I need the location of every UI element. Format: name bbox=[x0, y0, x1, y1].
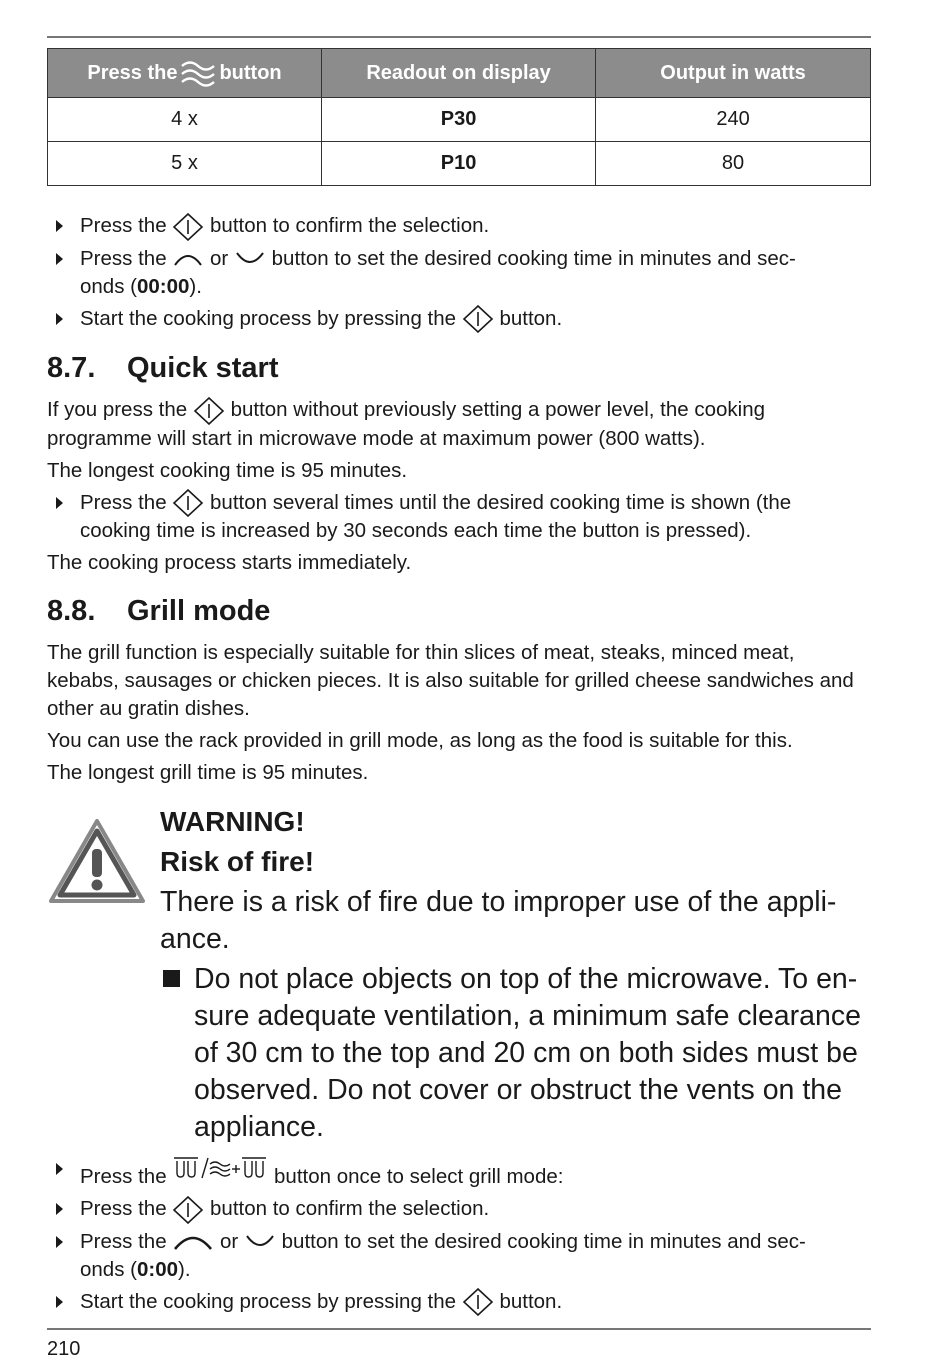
grill-combo-icon bbox=[172, 1155, 268, 1185]
paragraph: The longest grill time is 95 minutes. bbox=[47, 761, 369, 784]
bottom-rule bbox=[47, 1328, 871, 1330]
paragraph: If you press the button without previously setting a power level, the cooking programme will start in microwave mode at maximum power (800 watts). bbox=[47, 398, 766, 450]
microwave-wave-icon bbox=[180, 58, 216, 88]
section-heading-grill-mode: 8.8. Grill mode bbox=[47, 595, 271, 627]
warning-title: WARNING! bbox=[160, 806, 305, 837]
steps-power bbox=[47, 212, 877, 333]
page-number: 210 bbox=[47, 1338, 81, 1360]
table-row bbox=[48, 142, 871, 186]
cell-readout: P10 bbox=[322, 142, 596, 186]
start-button-icon bbox=[172, 1196, 204, 1224]
step-item: Press the button to confirm the selection. bbox=[47, 1195, 877, 1224]
paragraph: You can use the rack provided in grill mode, as long as the food is suitable for this. bbox=[47, 729, 793, 752]
step-item: Start the cooking process by pressing the button. bbox=[47, 305, 877, 334]
table-row bbox=[48, 98, 871, 142]
header-output: Output in watts bbox=[596, 49, 871, 98]
paragraph: The cooking process starts immediately. bbox=[47, 551, 412, 575]
start-button-icon bbox=[172, 213, 204, 241]
down-arrow-icon bbox=[244, 1232, 276, 1252]
paragraph: The grill function is especially suitable for thin slices of meat, steaks, minced meat, kebabs, sausages or chicken pieces. It is also suitable for grilled cheese sandwiches and other au gratin dishes. bbox=[47, 641, 854, 720]
warning-item: Do not place objects on top of the microwave. To en-sure adequate ventilation, a minimum safe clearance of 30 cm to the top and 20 cm on both sides must be observed. Do not cover or obstruct the vents on the appliance. bbox=[160, 961, 880, 1146]
warning-triangle-icon bbox=[47, 817, 147, 905]
start-button-icon bbox=[172, 489, 204, 517]
up-arrow-icon bbox=[172, 249, 204, 269]
header-readout: Readout on display bbox=[322, 49, 596, 98]
warning-body: There is a risk of fire due to improper use of the appli-ance. bbox=[160, 886, 837, 955]
cell-output: 80 bbox=[596, 142, 871, 186]
step-item: Press the or button to set the desired cooking time in minutes and sec- onds (0:00). bbox=[47, 1228, 877, 1284]
power-level-table bbox=[47, 48, 871, 186]
header-press-button: Press the button bbox=[48, 49, 322, 98]
start-button-icon bbox=[462, 1288, 494, 1316]
section-heading-quick-start: 8.7. Quick start bbox=[47, 352, 279, 384]
warning-box bbox=[160, 802, 880, 1146]
cell-output: 240 bbox=[596, 98, 871, 142]
step-item: Press the button once to select grill mode: bbox=[47, 1155, 877, 1191]
up-arrow-icon bbox=[172, 1231, 214, 1253]
step-item: Press the button to confirm the selection. bbox=[47, 212, 877, 241]
top-rule bbox=[47, 36, 871, 38]
quick-start-body bbox=[47, 396, 877, 577]
warning-subtitle: Risk of fire! bbox=[160, 846, 315, 877]
start-button-icon bbox=[462, 305, 494, 333]
paragraph: The longest cooking time is 95 minutes. bbox=[47, 458, 408, 482]
grill-mode-body bbox=[47, 639, 862, 787]
cell-press: 4 x bbox=[48, 98, 322, 142]
cell-press: 5 x bbox=[48, 142, 322, 186]
down-arrow-icon bbox=[234, 249, 266, 269]
step-item: Press the or button to set the desired cooking time in minutes and sec- onds (00:00). bbox=[47, 245, 877, 301]
table-header-row bbox=[48, 49, 871, 98]
cell-readout: P30 bbox=[322, 98, 596, 142]
step-item: Press the button several times until the desired cooking time is shown (the cooking time is increased by 30 seconds each time the button is pressed). bbox=[47, 489, 877, 546]
steps-grill bbox=[47, 1155, 877, 1316]
step-item: Start the cooking process by pressing the button. bbox=[47, 1288, 877, 1317]
start-button-icon bbox=[193, 397, 225, 425]
